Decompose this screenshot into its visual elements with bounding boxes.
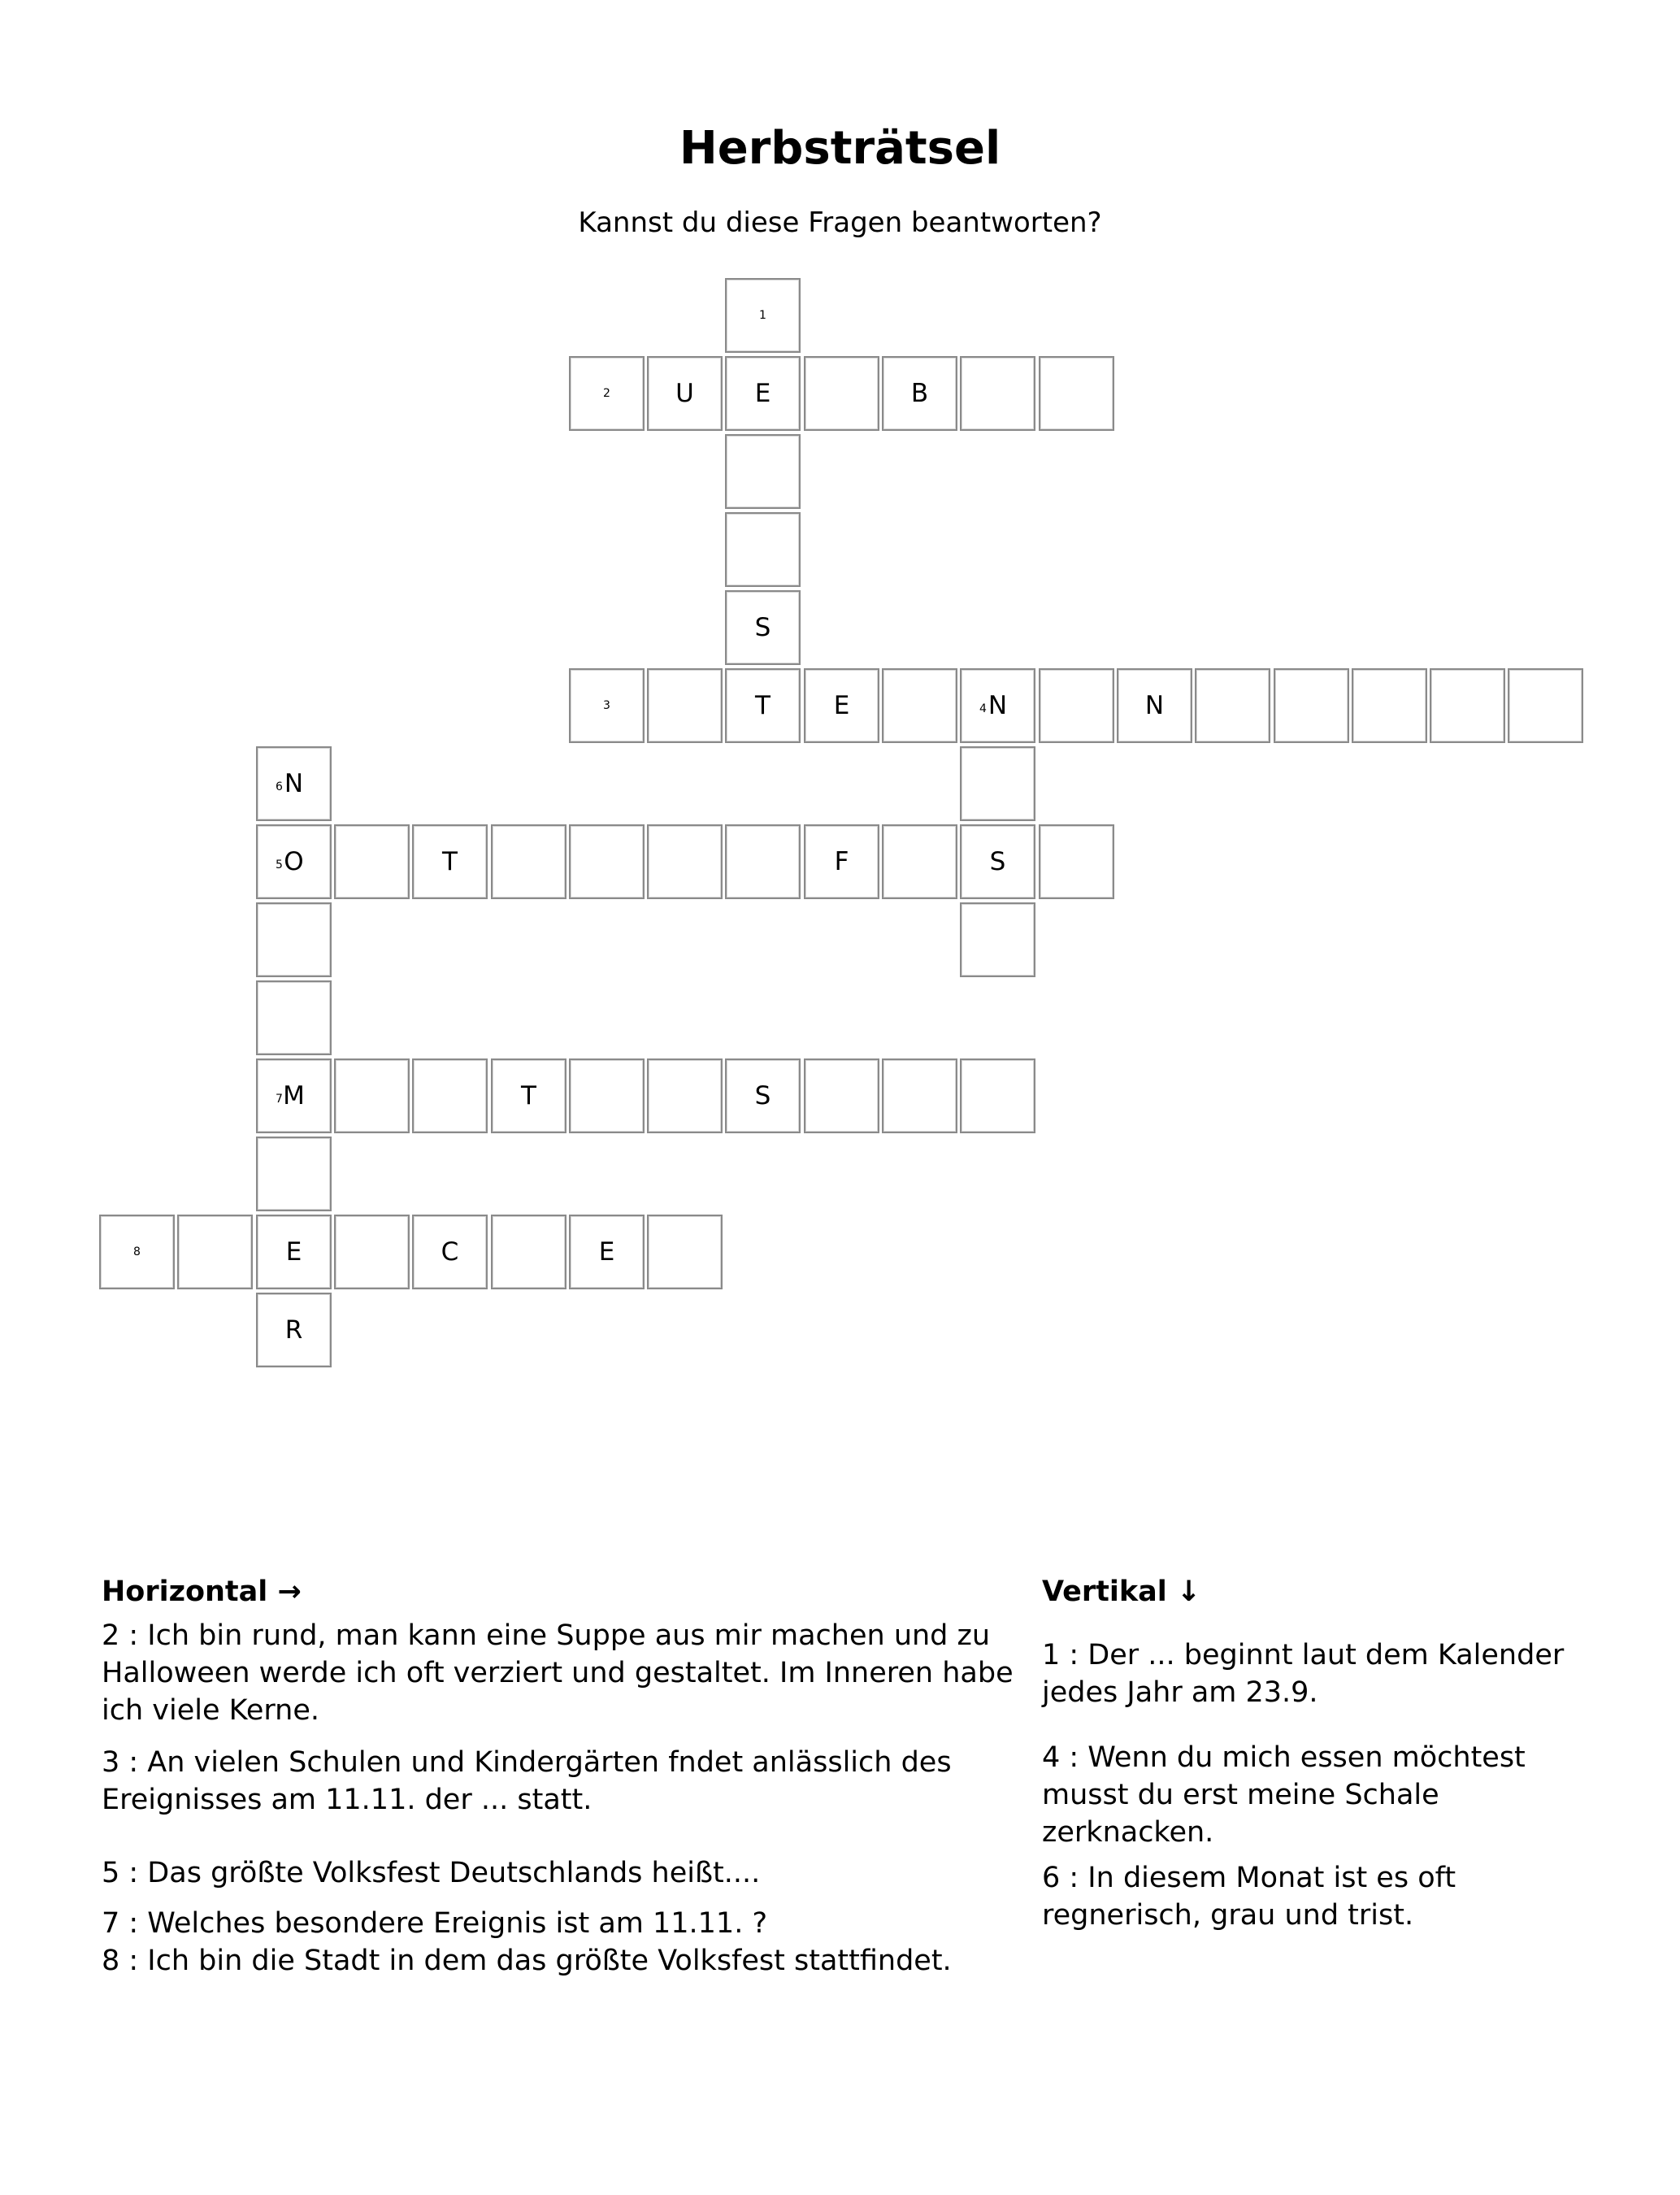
- crossword-cell[interactable]: [725, 356, 801, 431]
- cell-letter: N: [284, 769, 304, 798]
- clue-number: 5: [276, 858, 283, 871]
- cell-letter: S: [754, 613, 771, 642]
- crossword-cell[interactable]: [334, 824, 410, 899]
- horizontal-heading: Horizontal →: [102, 1576, 302, 1608]
- cell-letter: N: [1144, 691, 1165, 720]
- crossword-cell[interactable]: [1352, 668, 1427, 743]
- crossword-cell[interactable]: [960, 356, 1035, 431]
- crossword-cell[interactable]: [882, 668, 957, 743]
- cell-letter: E: [285, 1237, 302, 1267]
- clue-across-8: 8 : Ich bin die Stadt in dem das größte Volksfest stattfindet.: [102, 1945, 952, 1977]
- cell-letter: C: [441, 1237, 459, 1267]
- crossword-cell[interactable]: [804, 356, 879, 431]
- cell-letter: E: [754, 379, 771, 408]
- clue-across-7: 7 : Welches besondere Ereignis ist am 11.11. ?: [102, 1907, 768, 1940]
- crossword-cell[interactable]: [491, 1215, 567, 1289]
- crossword-cell[interactable]: [960, 1058, 1035, 1133]
- cell-letter: T: [755, 691, 771, 720]
- clue-across-2: 2 : Ich bin rund, man kann eine Suppe aus mir machen und zu Halloween werde ich oft verziert und gestaltet. Im Inneren habe ich viele Kerne.: [102, 1619, 1014, 1727]
- clue-number: 2: [603, 387, 610, 400]
- crossword-cell[interactable]: [334, 1058, 410, 1133]
- crossword-cell[interactable]: [569, 356, 645, 431]
- crossword-cell[interactable]: [1274, 668, 1349, 743]
- crossword-cell[interactable]: [256, 1293, 332, 1367]
- crossword-cell[interactable]: [725, 278, 801, 353]
- crossword-cell[interactable]: [256, 902, 332, 977]
- clue-number: 6: [276, 780, 283, 793]
- cell-letter: U: [675, 379, 694, 408]
- crossword-cell[interactable]: [647, 824, 723, 899]
- clue-number: 3: [603, 699, 610, 712]
- crossword-cell[interactable]: [882, 356, 957, 431]
- crossword-cell[interactable]: [1195, 668, 1270, 743]
- crossword-cell[interactable]: [1039, 824, 1114, 899]
- cell-letter: N: [988, 691, 1008, 720]
- crossword-cell[interactable]: [256, 980, 332, 1055]
- crossword-cell[interactable]: [412, 824, 488, 899]
- cell-letter: M: [283, 1081, 305, 1111]
- crossword-cell[interactable]: [412, 1215, 488, 1289]
- clue-number: 8: [133, 1245, 141, 1258]
- crossword-cell[interactable]: [882, 1058, 957, 1133]
- crossword-cell[interactable]: [1039, 356, 1114, 431]
- crossword-cell[interactable]: [725, 590, 801, 665]
- cell-letter: E: [833, 691, 850, 720]
- crossword-cell[interactable]: [569, 1058, 645, 1133]
- crossword-cell[interactable]: [99, 1215, 175, 1289]
- clue-down-6: 6 : In diesem Monat ist es oft regnerisch, grau und trist.: [1042, 1862, 1456, 1932]
- crossword-cell[interactable]: [725, 1058, 801, 1133]
- crossword-cell[interactable]: [1430, 668, 1505, 743]
- crossword-cell[interactable]: [647, 1058, 723, 1133]
- crossword-cell[interactable]: [569, 824, 645, 899]
- page-title: Herbsträtsel: [679, 122, 1001, 175]
- cell-letter: S: [989, 847, 1006, 876]
- crossword-cell[interactable]: [804, 668, 879, 743]
- crossword-cell[interactable]: [725, 434, 801, 509]
- vertical-heading: Vertikal ↓: [1042, 1576, 1201, 1608]
- crossword-cell[interactable]: [177, 1215, 253, 1289]
- crossword-cell[interactable]: [491, 824, 567, 899]
- crossword-cell[interactable]: [256, 824, 332, 899]
- crossword-cell[interactable]: [804, 824, 879, 899]
- crossword-cell[interactable]: [256, 1137, 332, 1211]
- crossword-cell[interactable]: [647, 356, 723, 431]
- crossword-cell[interactable]: [334, 1215, 410, 1289]
- crossword-cell[interactable]: [960, 746, 1035, 821]
- crossword-cell[interactable]: [804, 1058, 879, 1133]
- crossword-cell[interactable]: [647, 1215, 723, 1289]
- crossword-cell[interactable]: [491, 1058, 567, 1133]
- cell-letter: E: [598, 1237, 615, 1267]
- clue-number: 4: [979, 702, 987, 715]
- crossword-cell[interactable]: [569, 668, 645, 743]
- crossword-cell[interactable]: [960, 824, 1035, 899]
- crossword-cell[interactable]: [647, 668, 723, 743]
- crossword-cell[interactable]: [1117, 668, 1192, 743]
- cell-letter: S: [754, 1081, 771, 1111]
- cell-letter: O: [284, 847, 304, 876]
- clue-across-5: 5 : Das größte Volksfest Deutschlands heißt....: [102, 1857, 761, 1889]
- cell-letter: F: [834, 847, 849, 876]
- crossword-cell[interactable]: [960, 668, 1035, 743]
- clue-across-3: 3 : An vielen Schulen und Kindergärten fndet anlässlich des Ereignisses am 11.11. der ... statt.: [102, 1746, 952, 1816]
- clue-number: 7: [276, 1093, 283, 1106]
- crossword-cell[interactable]: [725, 668, 801, 743]
- cell-letter: R: [284, 1315, 303, 1345]
- crossword-cell[interactable]: [256, 1058, 332, 1133]
- crossword-cell[interactable]: [256, 746, 332, 821]
- cell-letter: T: [442, 847, 458, 876]
- page-subtitle: Kannst du diese Fragen beantworten?: [578, 206, 1102, 239]
- crossword-cell[interactable]: [882, 824, 957, 899]
- cell-letter: B: [910, 379, 929, 408]
- crossword-cell[interactable]: [725, 824, 801, 899]
- vertical-clues: [1042, 1573, 1611, 1934]
- horizontal-clues: [102, 1573, 1020, 1980]
- crossword-cell[interactable]: [960, 902, 1035, 977]
- crossword-cell[interactable]: [569, 1215, 645, 1289]
- crossword-cell[interactable]: [256, 1215, 332, 1289]
- crossword-cell[interactable]: [1508, 668, 1583, 743]
- clue-down-4: 4 : Wenn du mich essen möchtest musst du erst meine Schale zerknacken.: [1042, 1741, 1526, 1849]
- clue-down-1: 1 : Der ... beginnt laut dem Kalender jedes Jahr am 23.9.: [1042, 1639, 1565, 1709]
- cell-letter: T: [521, 1081, 536, 1111]
- crossword-cell[interactable]: [725, 512, 801, 587]
- crossword-cell[interactable]: [412, 1058, 488, 1133]
- crossword-cell[interactable]: [1039, 668, 1114, 743]
- clue-number: 1: [759, 309, 766, 322]
